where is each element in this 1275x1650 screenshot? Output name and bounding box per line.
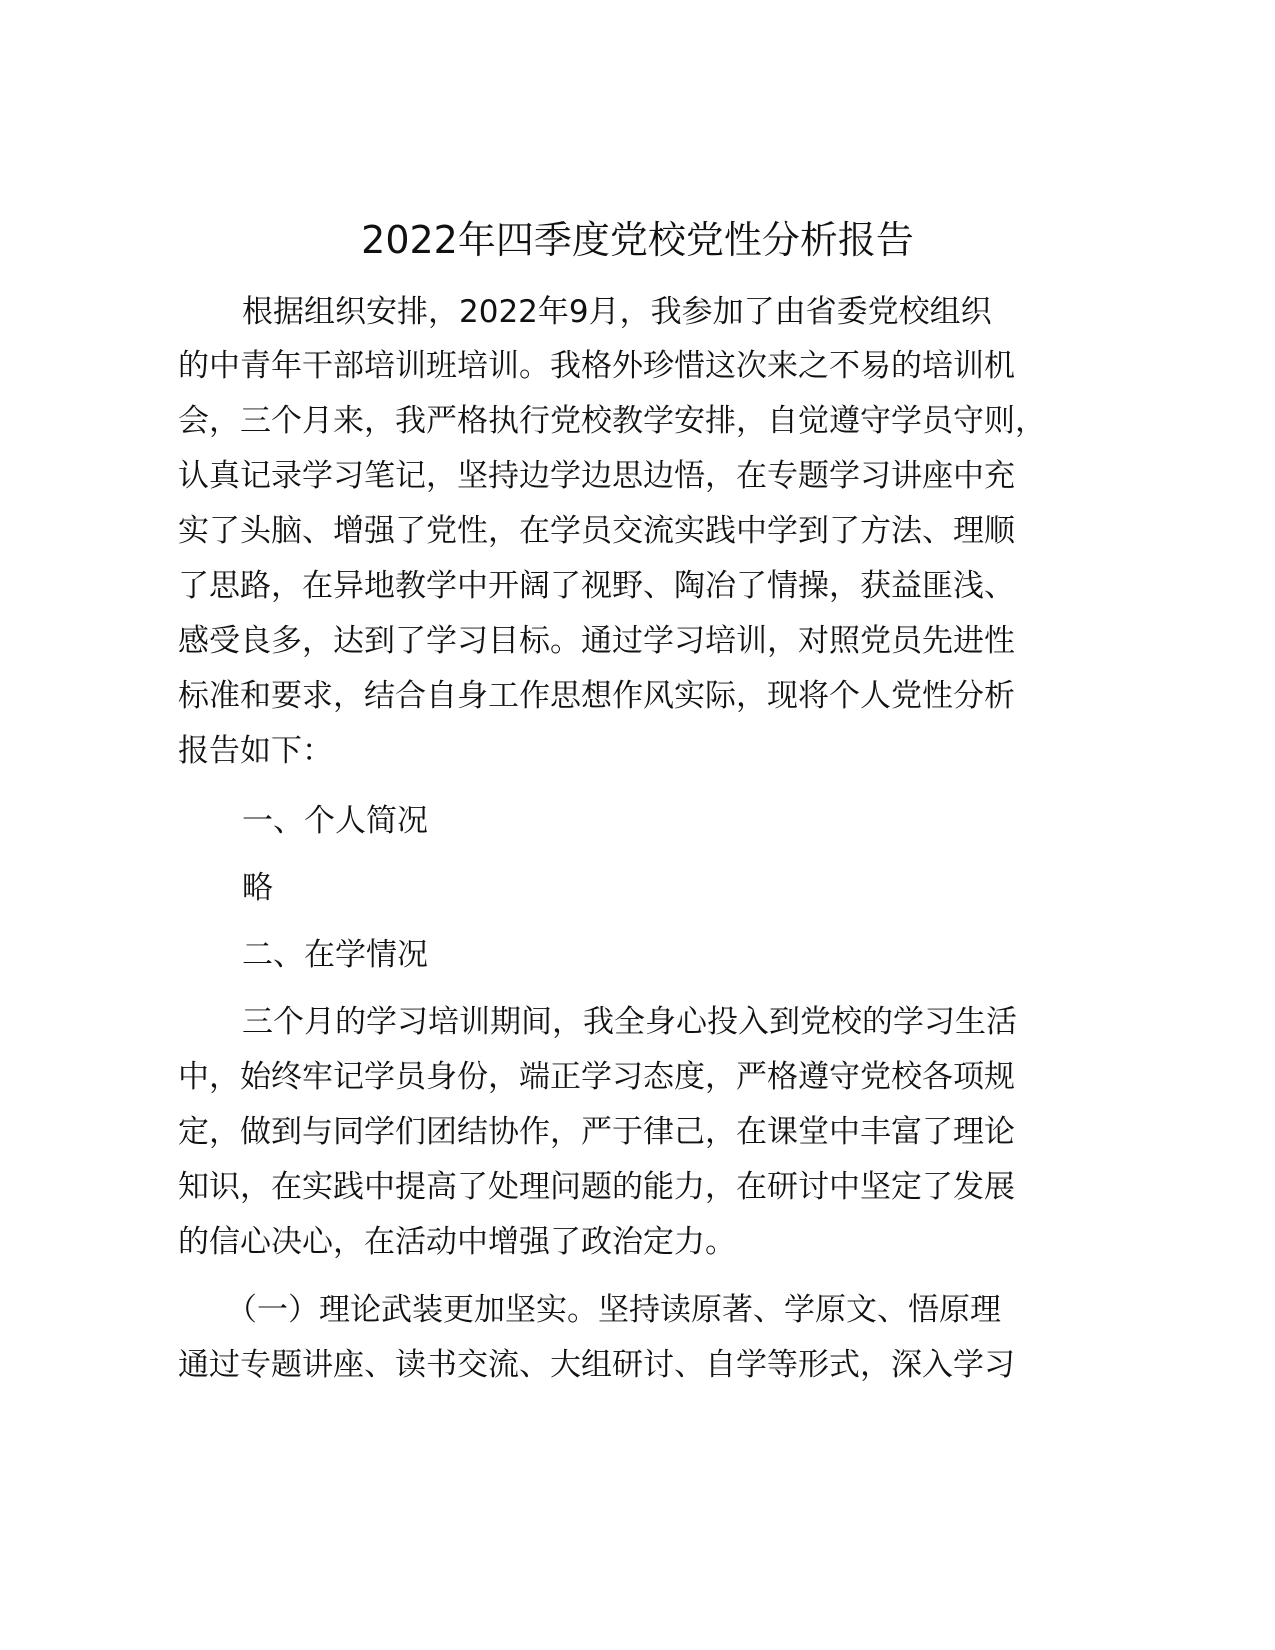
text-line: 定，做到与同学们团结协作，严于律己，在课堂中丰富了理论 [178,1114,1015,1150]
text-line: 了思路，在异地教学中开阔了视野、陶冶了情操，获益匪浅、 [178,568,1015,604]
section-heading-2: 二、在学情况 [242,937,428,973]
text-line: 根据组织安排，2022年9月，我参加了由省委党校组织 [242,294,992,330]
text-line: 标准和要求，结合自身工作思想作风实际，现将个人党性分析 [178,678,1015,714]
brief-text: 略 [242,870,273,906]
section-heading-1: 一、个人简况 [242,803,428,839]
text-line: 的信心决心，在活动中增强了政治定力。 [178,1224,736,1260]
text-line: 三个月的学习培训期间，我全身心投入到党校的学习生活 [242,1004,1017,1040]
text-line: （一）理论武装更加坚实。坚持读原著、学原文、悟原理 [226,1292,1001,1328]
text-line: 实了头脑、增强了党性，在学员交流实践中学到了方法、理顺 [178,513,1015,549]
text-line: 报告如下： [178,733,333,769]
text-line: 的中青年干部培训班培训。我格外珍惜这次来之不易的培训机 [178,348,1015,384]
text-line: 知识，在实践中提高了处理问题的能力，在研讨中坚定了发展 [178,1169,1015,1205]
text-line: 会，三个月来，我严格执行党校教学安排，自觉遵守学员守则， [178,403,1046,439]
text-line: 感受良多，达到了学习目标。通过学习培训，对照党员先进性 [178,623,1015,659]
text-line: 认真记录学习笔记，坚持边学边思边悟，在专题学习讲座中充 [178,458,1015,494]
document-title: 2022年四季度党校党性分析报告 [361,218,914,262]
text-line: 通过专题讲座、读书交流、大组研讨、自学等形式，深入学习 [178,1347,1015,1383]
text-line: 中，始终牢记学员身份，端正学习态度，严格遵守党校各项规 [178,1059,1015,1095]
